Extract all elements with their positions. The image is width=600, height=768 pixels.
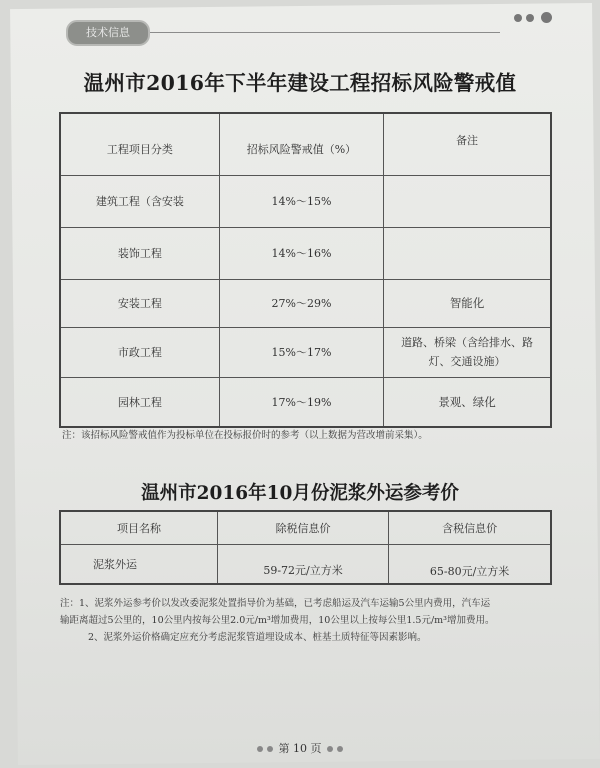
table-header-row (60, 113, 551, 175)
column-header: 含税信息价 (389, 511, 551, 544)
category-cell: 建筑工程（含安装 (60, 175, 219, 227)
category-cell: 安装工程 (60, 279, 219, 327)
value-cell: 15%～17% (219, 327, 383, 377)
table2-note-line: 输距离超过5公里的，10公里内按每公里2.0元/m³增加费用，10公里以上按每公里1.5元/m³增加费用。 (60, 615, 495, 626)
table1-title: 温州市2016年下半年建设工程招标风险警戒值 (83, 71, 517, 95)
footer-dot (337, 746, 343, 752)
footer-dot (257, 746, 263, 752)
item-name-cell: 泥浆外运 (60, 544, 217, 584)
header-dot (541, 12, 552, 23)
with-tax-price-cell: 65-80元/立方米 (389, 544, 551, 584)
page-footer (0, 740, 600, 756)
risk-table (59, 112, 552, 428)
column-header: 项目名称 (60, 511, 217, 544)
table1-note: 注：该招标风险警戒值作为投标单位在投标报价时的参考（以上数据为营改增前采集）。 (62, 430, 428, 441)
header-rule (150, 32, 500, 33)
page-number: 第 10 页 (278, 742, 322, 755)
column-header: 除税信息价 (217, 511, 388, 544)
column-header: 备注 (384, 113, 551, 175)
pre-tax-price-cell: 59-72元/立方米 (217, 544, 388, 584)
table-row (60, 377, 551, 427)
category-cell: 园林工程 (60, 377, 219, 427)
column-header: 工程项目分类 (60, 113, 219, 175)
table-row (60, 327, 551, 377)
table-header-row (60, 511, 551, 544)
category-cell: 装饰工程 (60, 227, 219, 279)
table-row (60, 227, 551, 279)
table2-note-line: 注：1、泥浆外运参考价以发改委泥浆处置指导价为基础，已考虑船运及汽车运输5公里内费用，汽车运 (60, 598, 491, 609)
value-cell: 14%～16% (219, 227, 383, 279)
remark-cell: 道路、桥梁（含给排水、路灯、交通设施） (384, 327, 551, 377)
header-dot (526, 14, 534, 22)
table-row (60, 279, 551, 327)
table-row (60, 544, 551, 584)
value-cell: 14%～15% (219, 175, 383, 227)
remark-cell (384, 175, 551, 227)
category-cell: 市政工程 (60, 327, 219, 377)
table2-note-line: 2、泥浆外运价格确定应充分考虑泥浆管道埋设成本、桩基土质特征等因素影响。 (88, 632, 427, 643)
column-header: 招标风险警戒值（%） (219, 113, 383, 175)
remark-cell: 景观、绿化 (384, 377, 551, 427)
table2-title: 温州市2016年10月份泥浆外运参考价 (141, 483, 459, 504)
mud-price-table (59, 510, 552, 585)
remark-cell: 智能化 (384, 279, 551, 327)
header-dot (514, 14, 522, 22)
footer-dot (267, 746, 273, 752)
value-cell: 17%～19% (219, 377, 383, 427)
section-tag: 技术信息 (66, 20, 150, 46)
remark-cell (384, 227, 551, 279)
table-row (60, 175, 551, 227)
value-cell: 27%～29% (219, 279, 383, 327)
footer-dot (327, 746, 333, 752)
